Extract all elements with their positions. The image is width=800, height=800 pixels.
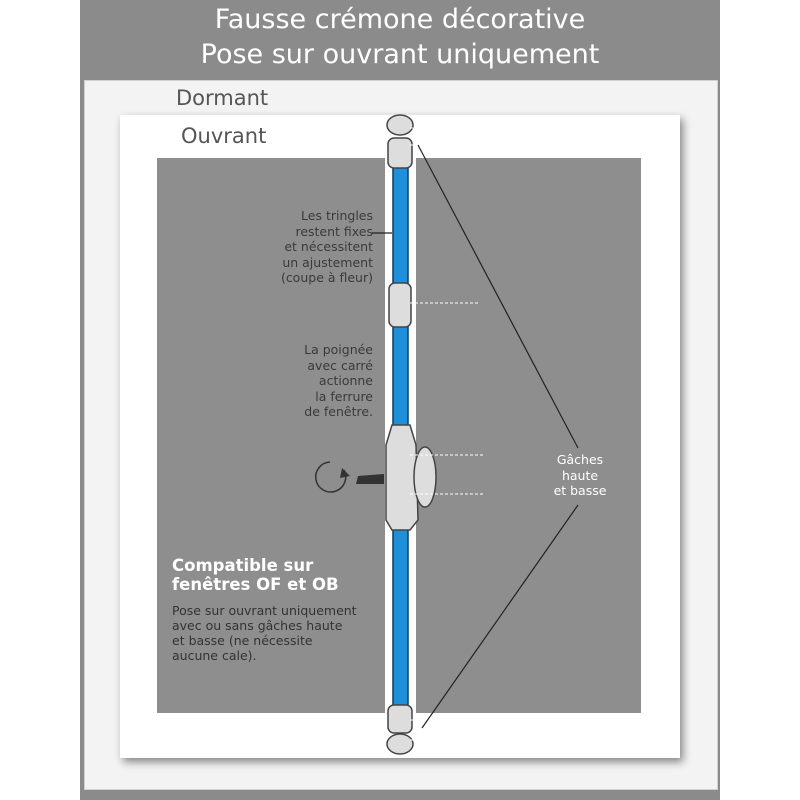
title-line-2: Pose sur ouvrant uniquement [200,39,600,70]
handle-base [386,425,418,530]
body-line: Pose sur ouvrant uniquement [172,603,357,618]
dormant-label: Dormant [176,86,269,110]
note-poignee [230,342,373,420]
title-line-1: Fausse crémone décorative [214,4,586,35]
bottom-guide [388,705,412,733]
note-line: Gâches [556,452,604,467]
square-spindle-icon [356,474,384,484]
pointer-bottom-strike [422,505,578,728]
note-line: haute [561,467,599,483]
note-line: et basse [553,483,607,498]
middle-guide [389,283,411,327]
note-line: Les tringles [301,208,373,223]
bottom-end-cap [387,734,413,754]
note-line: avec carré [307,357,373,373]
top-end-cap [387,115,413,135]
body-line: avec ou sans gâches haute [172,618,343,633]
rotation-arrowhead-icon [340,468,350,478]
note-line: restent fixes [295,223,373,239]
pointer-top-strike [418,145,578,448]
note-line: actionne [318,373,373,388]
note-tringles [230,208,373,286]
note-line: un ajustement [282,254,373,270]
heading-line: fenêtres OF et OB [172,575,339,594]
note-line: de fenêtre. [304,404,373,419]
note-line: la ferrure [315,388,373,404]
ouvrant-label: Ouvrant [181,124,267,148]
heading-line: Compatible sur [172,556,314,575]
top-guide [388,138,412,168]
body-line: aucune cale). [172,648,257,663]
note-gaches [545,452,615,499]
note-line: La poignée [304,342,373,357]
body-line: et basse (ne nécessite [172,633,313,648]
handle-knob [414,447,436,507]
note-line: (coupe à fleur) [280,270,373,285]
compat-heading [172,556,339,594]
compat-body [172,603,357,663]
note-line: et nécessitent [284,239,373,254]
